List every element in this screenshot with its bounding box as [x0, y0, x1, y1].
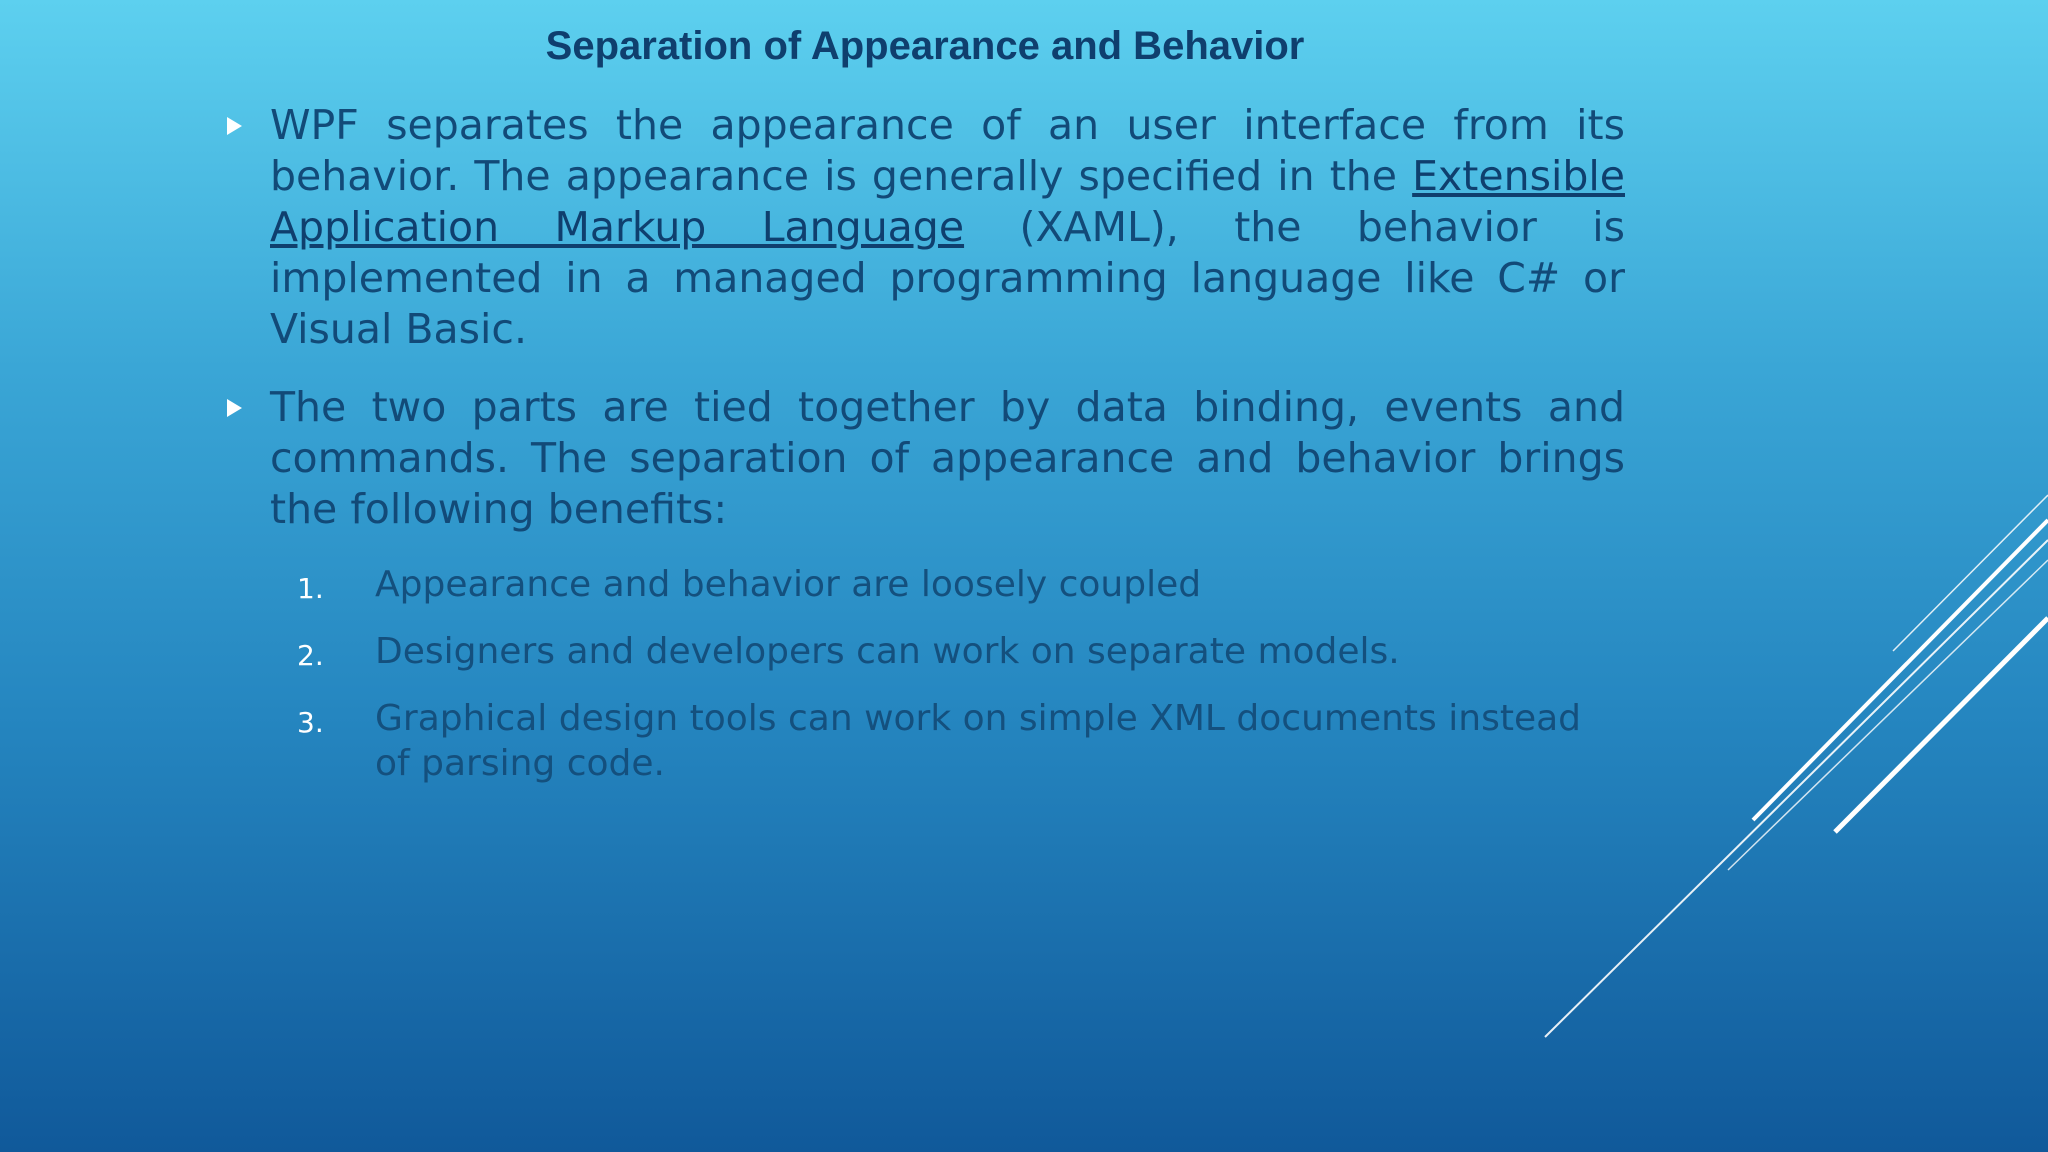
xaml-link[interactable]: Extensible Application Markup Language [270, 152, 1625, 251]
benefit-text-3: Graphical design tools can work on simple XML documents instead of parsing code. [375, 698, 1581, 784]
decor-line-short [1893, 495, 2048, 651]
decor-line-thin [1728, 560, 2048, 870]
benefit-item-1 [225, 562, 1625, 607]
benefits-list [225, 562, 1625, 786]
bullet-text-1 [270, 100, 1625, 355]
bullet-1-text-after: (XAML), the behavior is implemented in a managed programming language like C# or Visual Basic. [270, 203, 1625, 353]
benefit-number-1: 1. [297, 572, 324, 605]
decor-line-bold-1 [1753, 520, 2048, 820]
benefit-number-3: 3. [297, 706, 324, 739]
benefit-text-2: Designers and developers can work on separate models. [375, 631, 1400, 672]
benefit-number-2: 2. [297, 639, 324, 672]
bullet-1-text-before: WPF separates the appearance of an user interface from its behavior. The appearance is generally specified in the [270, 101, 1625, 200]
decor-line-bold-2 [1835, 618, 2048, 832]
slide-content [225, 100, 1625, 808]
bullet-item-2 [225, 382, 1625, 535]
triangle-bullet-icon [227, 399, 242, 417]
bullet-text-2: The two parts are tied together by data binding, events and commands. The separation of appearance and behavior brings the following benefits: [270, 383, 1625, 533]
triangle-bullet-icon [227, 117, 242, 135]
slide-title: Separation of Appearance and Behavior [545, 24, 1305, 68]
benefit-item-3 [225, 696, 1625, 786]
benefit-item-2 [225, 629, 1625, 674]
bullet-item-1 [225, 100, 1625, 355]
benefit-text-1: Appearance and behavior are loosely coupled [375, 564, 1202, 605]
